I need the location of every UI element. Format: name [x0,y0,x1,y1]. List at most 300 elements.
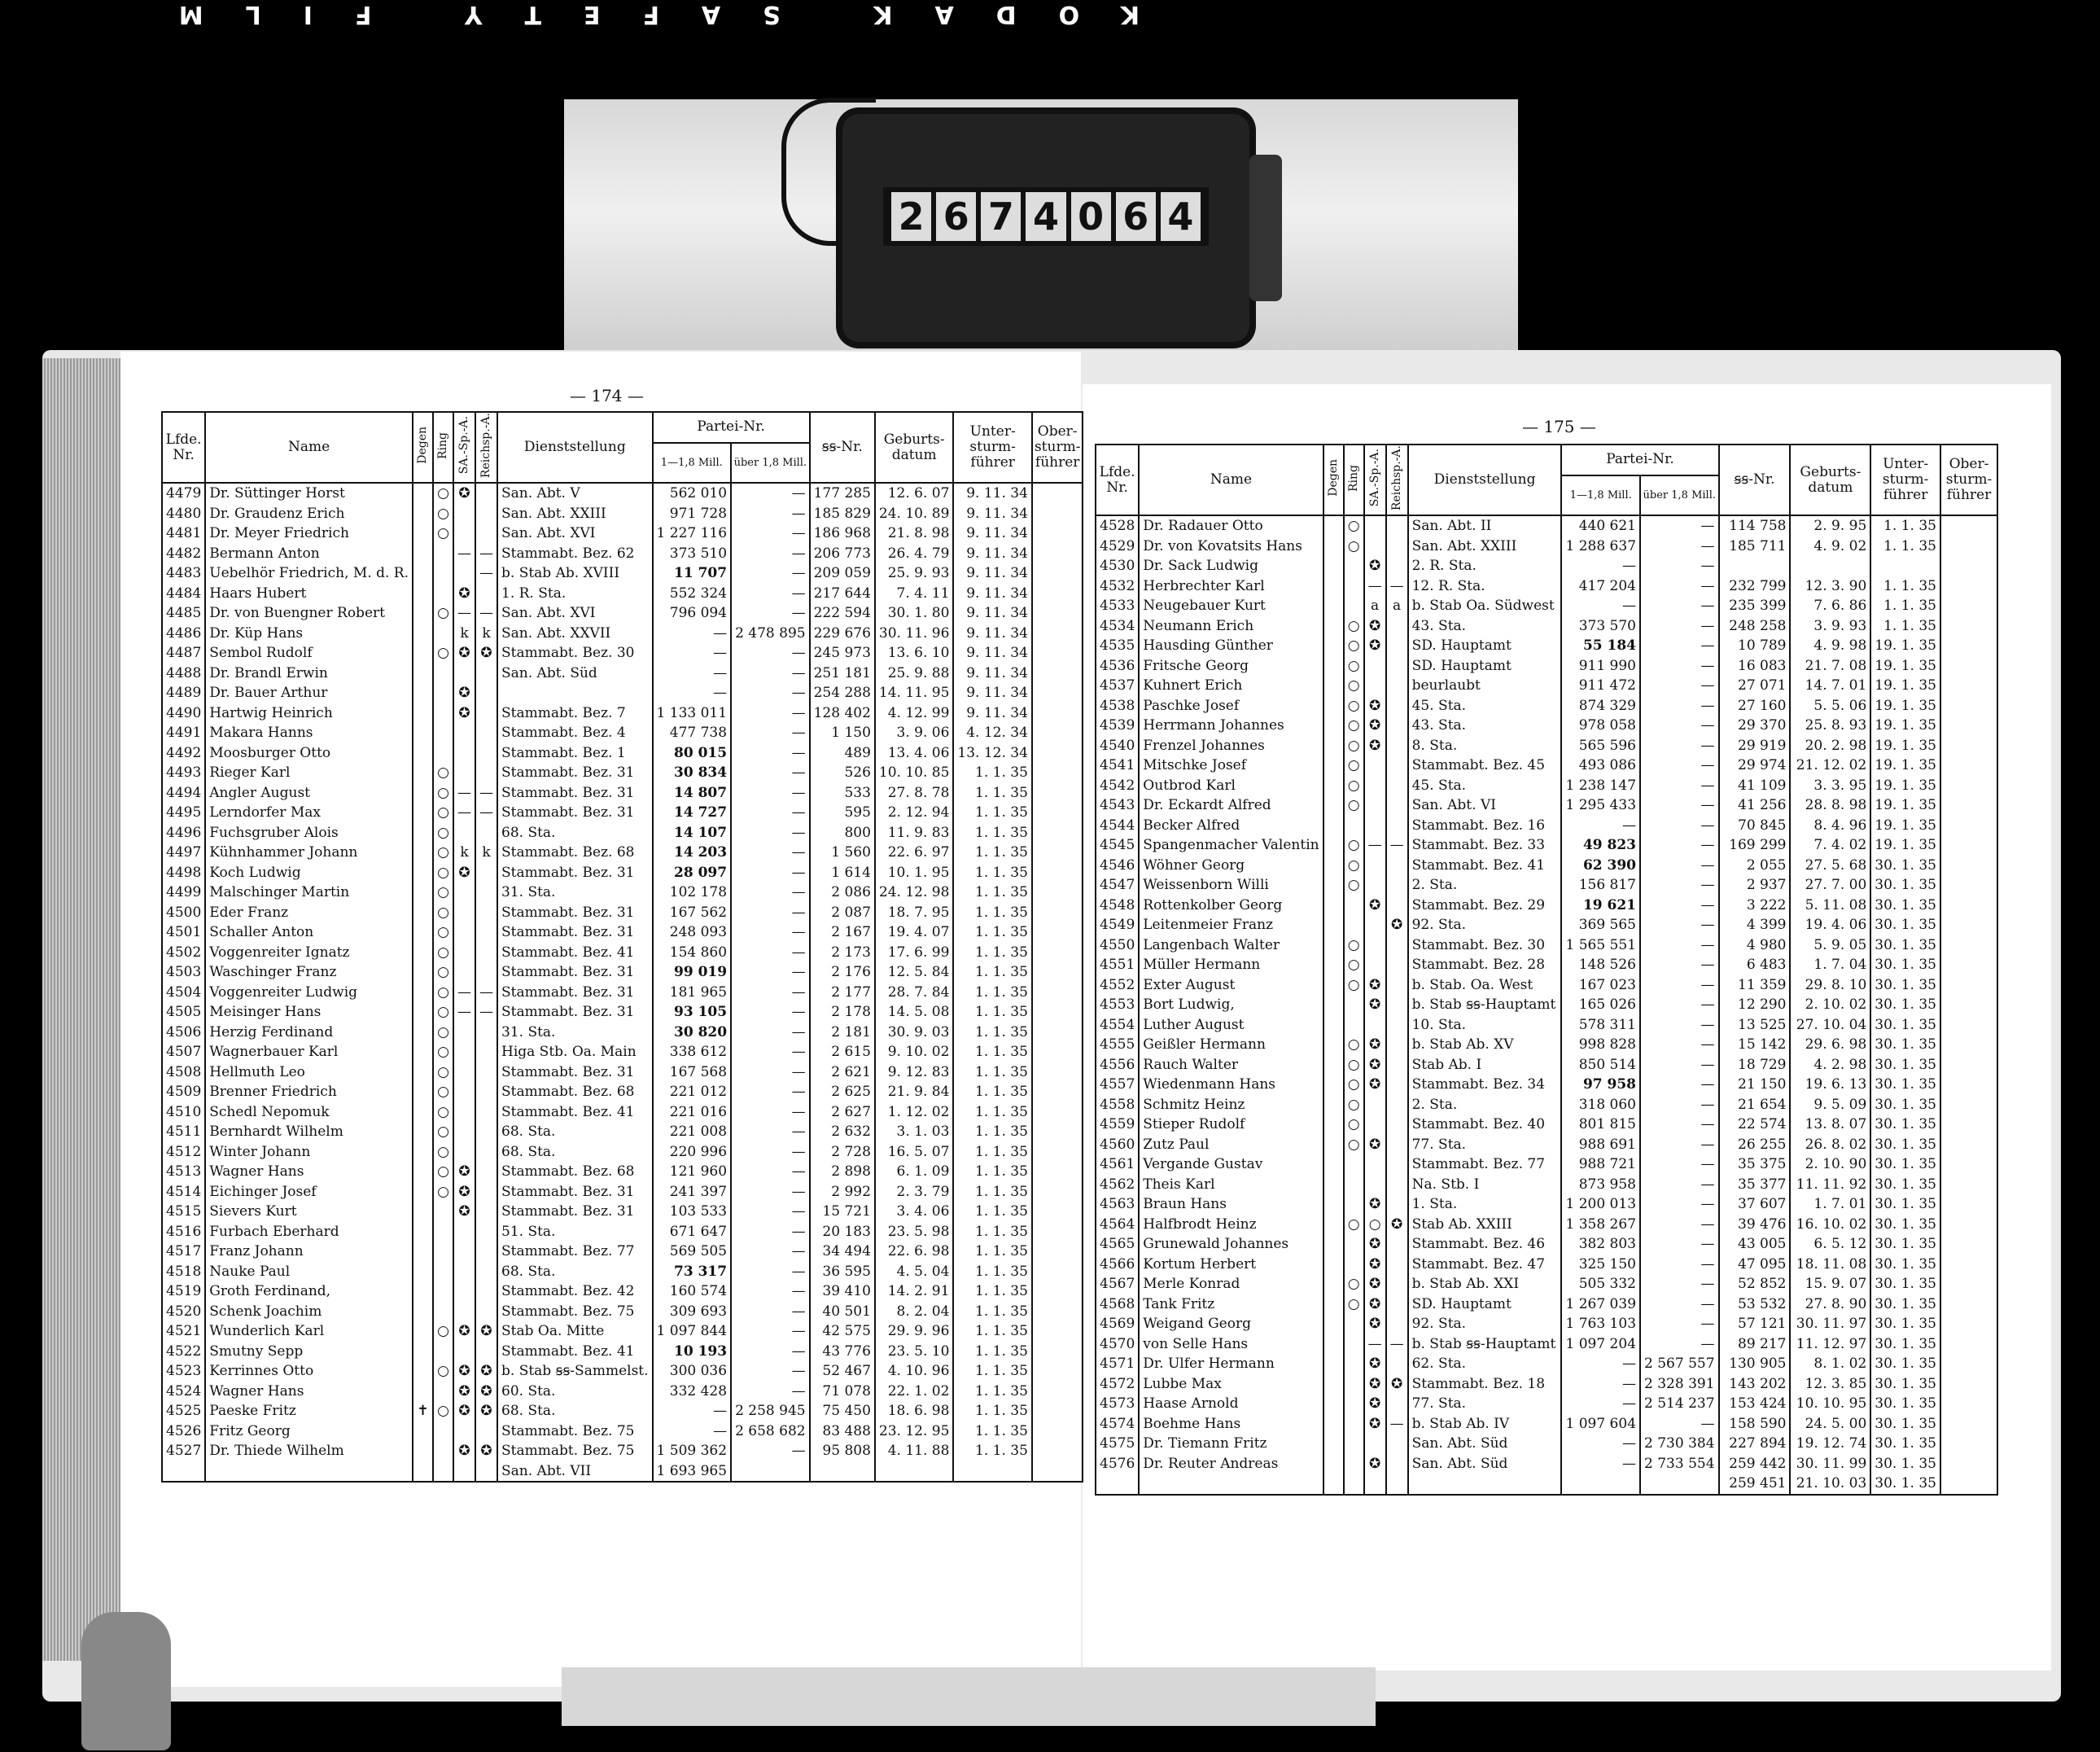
cell-ring: ○ [433,1321,453,1342]
cell-untersturmfuehrer: 30. 1. 35 [1870,1215,1940,1235]
cell-lfde-nr: 4526 [162,1421,205,1442]
cell-obersturmfuehrer [1940,1434,1997,1454]
cell-name: Groth Ferdinand, [205,1281,413,1302]
cell-name: Geißler Hermann [1139,1035,1323,1055]
cell-ring [433,1302,453,1322]
cell-geburtsdatum: 12. 5. 84 [875,962,954,983]
cell-ss-nr: 128 402 [810,703,875,724]
cell-degen: ✝ [413,1401,433,1421]
cell-dienststellung: Stammabt. Bez. 33 [1408,835,1562,856]
cell-dienststellung: b. Stab ꞩꞩ-Hauptamt [1408,1334,1562,1355]
cell-dienststellung: 68. Sta. [497,1401,653,1421]
cell-obersturmfuehrer [1032,943,1083,963]
cell-partei-nr-a: 971 728 [653,504,732,524]
cell-sa-sp-a [453,504,475,524]
cell-ring [433,1281,453,1302]
cell-untersturmfuehrer: 30. 1. 35 [1870,1334,1940,1355]
cell-geburtsdatum: 4. 12. 99 [875,703,954,724]
cell-sa-sp-a [453,1222,475,1242]
cell-obersturmfuehrer [1032,643,1083,664]
cell-dienststellung: beurlaubt [1408,676,1562,696]
cell-name: Meisinger Hans [205,1002,413,1023]
cell-untersturmfuehrer: 30. 1. 35 [1870,1414,1940,1434]
cell-ring: ○ [433,883,453,903]
cell-untersturmfuehrer: 1. 1. 35 [953,1441,1032,1461]
cell-ss-nr: 533 [810,783,875,804]
header-degen-label: Degen [1326,459,1340,497]
cell-dienststellung: 43. Sta. [1408,616,1562,637]
table-row [1096,1175,1997,1195]
table-row [162,1421,1083,1442]
cell-untersturmfuehrer: 30. 1. 35 [1870,975,1940,996]
cell-ss-nr: 12 290 [1719,995,1791,1015]
cell-reichsp-a [475,962,497,983]
cell-name: Makara Hanns [205,723,413,743]
cell-ring [1344,1314,1364,1334]
cell-geburtsdatum: 8. 1. 02 [1790,1354,1870,1374]
cell-lfde-nr: 4533 [1096,596,1139,616]
cell-dienststellung: Stab Oa. Mitte [497,1321,653,1342]
cell-obersturmfuehrer [1940,875,1997,896]
cell-degen [1323,1095,1344,1115]
cell-partei-nr-b: — [731,1222,810,1242]
cell-dienststellung: 45. Sta. [1408,696,1562,716]
table-row [162,1182,1083,1202]
cell-partei-nr-b: — [731,1342,810,1362]
cell-lfde-nr: 4498 [162,863,205,883]
cell-geburtsdatum: 18. 6. 98 [875,1401,954,1421]
cell-ss-nr: 248 258 [1719,616,1791,637]
cell-lfde-nr: 4571 [1096,1354,1139,1374]
cell-partei-nr-a: 1 295 433 [1561,795,1640,816]
cell-reichsp-a [475,703,497,724]
cell-sa-sp-a: ✪ [453,863,475,883]
cell-name: Kuhnert Erich [1139,676,1323,696]
cell-dienststellung: b. Stab ꞩꞩ-Sammelst. [497,1361,653,1382]
cell-name: Brenner Friedrich [205,1082,413,1102]
cell-lfde-nr: 4523 [162,1361,205,1382]
header-sa-sp-a [1364,445,1386,515]
cell-ss-nr: 2 177 [810,983,875,1003]
cell-ring [433,1262,453,1282]
cell-ring: ○ [1344,736,1364,756]
cell-reichsp-a: ✪ [475,1382,497,1402]
cell-name: Kortum Herbert [1139,1255,1323,1275]
counter-knob [1249,155,1282,301]
cell-degen [1323,656,1344,677]
table-row [162,723,1083,743]
cell-degen [413,544,433,564]
cell-partei-nr-a: — [653,1421,732,1442]
cell-partei-nr-b: — [1640,1255,1719,1275]
cell-reichsp-a: ✪ [475,1441,497,1461]
cell-sa-sp-a: ✪ [453,1382,475,1402]
cell-sa-sp-a [1364,776,1386,796]
cell-partei-nr-a: 167 562 [653,903,732,923]
cell-degen [1323,696,1344,716]
cell-reichsp-a: — [1386,1334,1408,1355]
header-degen [1323,445,1344,515]
cell-obersturmfuehrer [1940,1294,1997,1315]
cell-degen [413,1302,433,1322]
cell-partei-nr-b: — [1640,1194,1719,1215]
cell-obersturmfuehrer [1940,1234,1997,1255]
cell-dienststellung: 92. Sta. [1408,915,1562,935]
cell-name: Eder Franz [205,903,413,923]
cell-reichsp-a: ✪ [475,1401,497,1421]
cell-geburtsdatum: 30. 1. 80 [875,603,954,624]
cell-ss-nr [1719,556,1791,576]
cell-partei-nr-a: — [1561,1434,1640,1454]
cell-partei-nr-b: — [1640,1154,1719,1175]
cell-partei-nr-a: 102 178 [653,883,732,903]
cell-ring [433,563,453,584]
cell-ss-nr: 4 980 [1719,935,1791,956]
cell-name: Weissenborn Willi [1139,875,1323,896]
cell-partei-nr-b: 2 258 945 [731,1401,810,1421]
cell-untersturmfuehrer: 30. 1. 35 [1870,1115,1940,1135]
cell-sa-sp-a [453,743,475,764]
cell-ss-nr: 89 217 [1719,1334,1791,1355]
cell-degen [1323,636,1344,656]
header-reichsp-a-label: Reichsp.-A. [1389,445,1403,511]
cell-reichsp-a [1386,756,1408,776]
cell-sa-sp-a: ✪ [1364,995,1386,1015]
cell-obersturmfuehrer [1032,863,1083,883]
cell-ring: ○ [1344,776,1364,796]
film-edge-label: KODAK SAFETY FILM [136,0,1140,28]
cell-degen [1323,1454,1344,1474]
cell-obersturmfuehrer [1032,1302,1083,1322]
cell-degen [413,1441,433,1461]
cell-dienststellung: b. Stab ꞩꞩ-Hauptamt [1408,995,1562,1015]
table-row [1096,1274,1997,1294]
cell-sa-sp-a: ✪ [1364,1374,1386,1395]
cell-untersturmfuehrer: 9. 11. 34 [953,544,1032,564]
cell-dienststellung: Stammabt. Bez. 31 [497,763,653,783]
cell-partei-nr-b: — [1640,1215,1719,1235]
cell-lfde-nr: 4482 [162,544,205,564]
cell-dienststellung: 10. Sta. [1408,1015,1562,1036]
cell-dienststellung: San. Abt. VI [1408,795,1562,816]
table-row [162,1062,1083,1083]
cell-partei-nr-b: 2 328 391 [1640,1374,1719,1395]
cell-lfde-nr: 4570 [1096,1334,1139,1355]
cell-ring: ○ [433,783,453,804]
cell-lfde-nr: 4484 [162,584,205,604]
cell-untersturmfuehrer: 1. 1. 35 [953,903,1032,923]
table-row [162,763,1083,783]
cell-obersturmfuehrer [1032,1421,1083,1442]
cell-obersturmfuehrer [1032,504,1083,524]
cell-partei-nr-a: 154 860 [653,943,732,963]
cell-geburtsdatum: 7. 4. 11 [875,584,954,604]
cell-dienststellung: 43. Sta. [1408,716,1562,736]
cell-obersturmfuehrer [1940,576,1997,597]
cell-geburtsdatum: 10. 1. 95 [875,863,954,883]
table-row [1096,576,1997,597]
cell-ring: ○ [1344,955,1364,975]
cell-partei-nr-a: 998 828 [1561,1035,1640,1055]
cell-untersturmfuehrer: 30. 1. 35 [1870,1374,1940,1395]
header-reichsp-a [1386,445,1408,515]
cell-partei-nr-a: 369 565 [1561,915,1640,935]
header-reichsp-a-label: Reichsp.-A. [479,413,492,479]
cell-degen [1323,1135,1344,1155]
cell-partei-nr-b: — [1640,1115,1719,1135]
cell-ss-nr: 27 071 [1719,676,1791,696]
cell-ring [1344,1154,1364,1175]
cell-name: Malschinger Martin [205,883,413,903]
cell-ring: ○ [433,1042,453,1062]
cell-degen [413,504,433,524]
cell-reichsp-a [475,1302,497,1322]
cell-geburtsdatum: 10. 10. 85 [875,763,954,783]
cell-partei-nr-a: 911 990 [1561,656,1640,677]
cell-degen [1323,1474,1344,1495]
cell-lfde-nr: 4572 [1096,1374,1139,1395]
cell-partei-nr-a: 160 574 [653,1281,732,1302]
table-row [162,1281,1083,1302]
cell-ring [1344,1194,1364,1215]
cell-partei-nr-b: — [1640,556,1719,576]
cell-lfde-nr: 4481 [162,523,205,544]
cell-degen [413,803,433,823]
cell-partei-nr-b: — [731,1062,810,1083]
cell-dienststellung: b. Stab Ab. XVIII [497,563,653,584]
table-row [162,1002,1083,1023]
cell-name: Uebelhör Friedrich, M. d. R. [205,563,413,584]
cell-ss-nr: 209 059 [810,563,875,584]
cell-partei-nr-a: 493 086 [1561,756,1640,776]
cell-untersturmfuehrer: 19. 1. 35 [1870,795,1940,816]
cell-name: Dr. Sack Ludwig [1139,556,1323,576]
cell-reichsp-a [1386,1075,1408,1095]
cell-degen [413,1342,433,1362]
cell-obersturmfuehrer [1032,1042,1083,1062]
cell-reichsp-a: ✪ [1386,1374,1408,1395]
cell-partei-nr-a: 167 568 [653,1062,732,1083]
cell-sa-sp-a [1364,1175,1386,1195]
cell-geburtsdatum: 23. 5. 10 [875,1342,954,1362]
cell-reichsp-a [1386,1095,1408,1115]
cell-ss-nr: 29 919 [1719,736,1791,756]
cell-lfde-nr: 4525 [162,1401,205,1421]
cell-name: Wiedenmann Hans [1139,1075,1323,1095]
cell-reichsp-a [475,1202,497,1222]
cell-partei-nr-a: — [1561,1394,1640,1414]
cell-degen [413,1222,433,1242]
table-row [162,1361,1083,1382]
cell-ring [1344,556,1364,576]
cell-ring: ○ [1344,616,1364,637]
cell-geburtsdatum: 4. 10. 96 [875,1361,954,1382]
cell-degen [1323,875,1344,896]
cell-partei-nr-a: 30 820 [653,1023,732,1043]
cell-geburtsdatum: 9. 5. 09 [1790,1095,1870,1115]
cell-geburtsdatum: 30. 11. 97 [1790,1314,1870,1334]
cell-partei-nr-a: 1 133 011 [653,703,732,724]
cell-geburtsdatum: 16. 5. 07 [875,1142,954,1163]
cell-lfde-nr: 4510 [162,1102,205,1123]
cell-ss-nr: 43 776 [810,1342,875,1362]
cell-lfde-nr: 4512 [162,1142,205,1163]
cell-ss-nr: 35 375 [1719,1154,1791,1175]
counter-digit: 0 [1071,192,1111,241]
cell-lfde-nr: 4561 [1096,1154,1139,1175]
table-row [1096,935,1997,956]
cell-ss-nr: 20 183 [810,1222,875,1242]
header-dienst: Dienststellung [1408,445,1562,515]
cell-partei-nr-b: — [1640,537,1719,557]
header-degen-label: Degen [416,427,429,464]
cell-ring [1344,596,1364,616]
cell-untersturmfuehrer: 1. 1. 35 [953,843,1032,863]
cell-partei-nr-b: — [731,1262,810,1282]
cell-geburtsdatum [875,1461,954,1483]
cell-partei-nr-b: — [731,643,810,664]
cell-untersturmfuehrer: 1. 1. 35 [953,1281,1032,1302]
cell-lfde-nr: 4495 [162,803,205,823]
cell-obersturmfuehrer [1940,795,1997,816]
cell-ring: ○ [1344,1075,1364,1095]
cell-reichsp-a [475,823,497,843]
cell-dienststellung: 2. Sta. [1408,875,1562,896]
cell-geburtsdatum: 25. 9. 88 [875,664,954,684]
cell-geburtsdatum: 27. 5. 68 [1790,856,1870,876]
cell-sa-sp-a [453,763,475,783]
cell-untersturmfuehrer: 1. 1. 35 [953,1401,1032,1421]
cell-ring [1344,1234,1364,1255]
cell-obersturmfuehrer [1940,835,1997,856]
cell-degen [413,743,433,764]
cell-partei-nr-b: — [1640,616,1719,637]
cell-lfde-nr: 4500 [162,903,205,923]
cell-name: Haars Hubert [205,584,413,604]
cell-ring: ○ [1344,537,1364,557]
cell-reichsp-a [1386,1035,1408,1055]
header-ring-label: Ring [436,431,449,459]
cell-untersturmfuehrer: 9. 11. 34 [953,563,1032,584]
cell-untersturmfuehrer: 9. 11. 34 [953,504,1032,524]
cell-geburtsdatum: 14. 7. 01 [1790,676,1870,696]
cell-reichsp-a [1386,816,1408,836]
table-row [1096,776,1997,796]
table-row [1096,636,1997,656]
cell-sa-sp-a: ✪ [453,1441,475,1461]
cell-sa-sp-a: — [453,983,475,1003]
cell-partei-nr-b: — [731,883,810,903]
cell-sa-sp-a [1364,656,1386,677]
cell-lfde-nr: 4521 [162,1321,205,1342]
cell-geburtsdatum: 25. 8. 93 [1790,716,1870,736]
cell-lfde-nr: 4536 [1096,656,1139,677]
cell-name: Dr. Meyer Friedrich [205,523,413,544]
cell-lfde-nr: 4493 [162,763,205,783]
cell-partei-nr-a: — [653,664,732,684]
cell-obersturmfuehrer [1032,843,1083,863]
cell-reichsp-a [1386,896,1408,916]
cell-obersturmfuehrer [1940,1135,1997,1155]
left-register-table [161,411,1083,1483]
cell-untersturmfuehrer: 19. 1. 35 [1870,676,1940,696]
cell-lfde-nr: 4528 [1096,515,1139,537]
cell-geburtsdatum: 29. 9. 96 [875,1321,954,1342]
cell-obersturmfuehrer [1940,1175,1997,1195]
cell-degen [1323,515,1344,537]
cell-geburtsdatum: 22. 1. 02 [875,1382,954,1402]
cell-lfde-nr: 4489 [162,683,205,703]
cell-name: Paeske Fritz [205,1401,413,1421]
cell-partei-nr-b: — [1640,676,1719,696]
cell-ss-nr: 114 758 [1719,515,1791,537]
header-lfde: Lfde. Nr. [1096,445,1139,515]
cell-geburtsdatum: 4. 9. 98 [1790,636,1870,656]
cell-untersturmfuehrer: 30. 1. 35 [1870,1474,1940,1495]
cell-untersturmfuehrer: 1. 1. 35 [1870,537,1940,557]
cell-lfde-nr: 4542 [1096,776,1139,796]
cell-untersturmfuehrer: 30. 1. 35 [1870,955,1940,975]
cell-reichsp-a [1386,1175,1408,1195]
cell-lfde-nr: 4544 [1096,816,1139,836]
cell-untersturmfuehrer: 1. 1. 35 [953,863,1032,883]
cell-sa-sp-a: a [1364,596,1386,616]
cell-partei-nr-b: — [731,763,810,783]
table-row [1096,1135,1997,1155]
table-row [1096,736,1997,756]
cell-geburtsdatum: 21. 7. 08 [1790,656,1870,677]
cell-untersturmfuehrer: 1. 1. 35 [953,1082,1032,1102]
cell-reichsp-a [1386,955,1408,975]
cell-sa-sp-a [453,523,475,544]
cell-name: Kühnhammer Johann [205,843,413,863]
cell-dienststellung: 92. Sta. [1408,1314,1562,1334]
cell-reichsp-a [475,1142,497,1163]
cell-reichsp-a: ✪ [475,1321,497,1342]
cell-sa-sp-a: k [453,624,475,644]
cell-untersturmfuehrer: 9. 11. 34 [953,603,1032,624]
cell-untersturmfuehrer: 30. 1. 35 [1870,1394,1940,1414]
cell-untersturmfuehrer: 19. 1. 35 [1870,835,1940,856]
cell-obersturmfuehrer [1940,515,1997,537]
cell-degen [1323,1075,1344,1095]
cell-lfde-nr: 4549 [1096,915,1139,935]
cell-name: Bernhardt Wilhelm [205,1122,413,1142]
header-geb: Geburts-datum [1790,445,1870,515]
cell-dienststellung: 2. R. Sta. [1408,556,1562,576]
cell-degen [413,1321,433,1342]
cell-ring: ○ [1344,515,1364,537]
header-degen [413,412,433,483]
cell-partei-nr-b: — [731,1023,810,1043]
cell-untersturmfuehrer: 1. 1. 35 [953,1222,1032,1242]
cell-degen [413,943,433,963]
cell-partei-nr-b: — [1640,696,1719,716]
cell-untersturmfuehrer: 19. 1. 35 [1870,736,1940,756]
cell-degen [1323,1334,1344,1355]
cell-partei-nr-b: — [1640,896,1719,916]
cell-lfde-nr: 4522 [162,1342,205,1362]
cell-dienststellung: Stammabt. Bez. 28 [1408,955,1562,975]
cell-dienststellung: Stammabt. Bez. 77 [497,1242,653,1262]
cell-ring: ○ [1344,1294,1364,1315]
cell-lfde-nr: 4520 [162,1302,205,1322]
cell-ss-nr: 95 808 [810,1441,875,1461]
cell-sa-sp-a: ✪ [1364,736,1386,756]
cell-degen [1323,1234,1344,1255]
cell-partei-nr-b: — [1640,1294,1719,1315]
table-row [162,1401,1083,1421]
